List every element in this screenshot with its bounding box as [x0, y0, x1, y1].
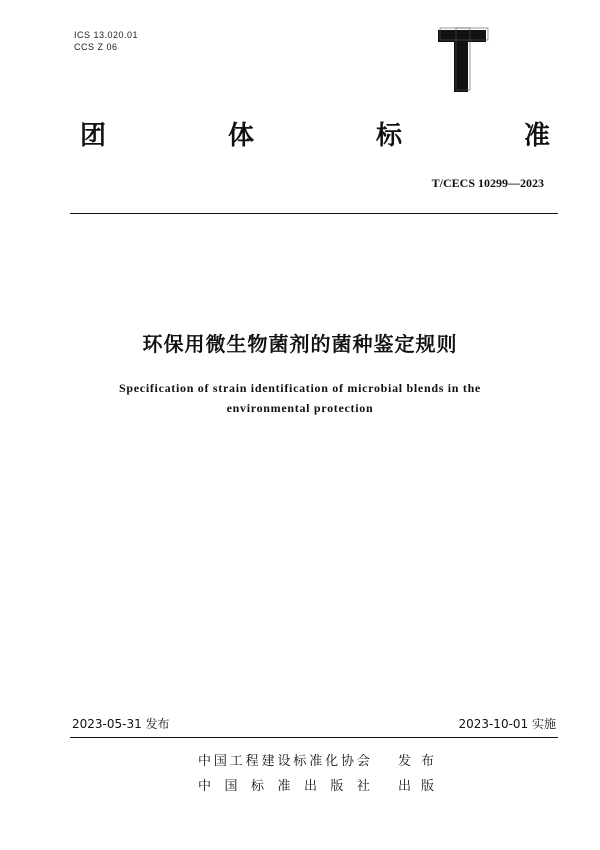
press-char: 国 — [224, 779, 238, 794]
chinese-title: 环保用微生物菌剂的菌种鉴定规则 — [142, 332, 458, 356]
press-char: 中 — [198, 779, 212, 794]
publisher-char: 国 — [213, 754, 227, 769]
press-role — [398, 775, 434, 794]
publisher-name — [198, 750, 370, 769]
press-char: 准 — [277, 779, 291, 794]
press-char: 标 — [250, 779, 264, 794]
implementation-date: 2023-10-01 实施 — [458, 717, 556, 731]
publisher-char: 会 — [356, 754, 370, 769]
publisher-char: 建 — [261, 754, 275, 769]
publisher-char: 准 — [309, 754, 323, 769]
publisher-char: 化 — [325, 754, 339, 769]
press-role-char: 出 — [398, 779, 412, 794]
top-divider — [70, 213, 558, 214]
english-title-line-2: environmental protection — [226, 401, 374, 415]
standard-type-char: 标 — [375, 121, 402, 151]
press-char: 版 — [330, 779, 344, 794]
press-name — [198, 775, 370, 794]
issue-date: 2023-05-31 发布 — [72, 717, 170, 731]
english-title-line-1: Specification of strain identification of microbial blends in the — [119, 381, 481, 395]
publisher-char: 标 — [293, 754, 307, 769]
press-role-char: 版 — [420, 779, 434, 794]
publisher-role-char: 发 — [398, 754, 412, 769]
standard-type-char: 准 — [523, 121, 550, 151]
publisher-char: 协 — [341, 754, 355, 769]
press-char: 社 — [356, 779, 370, 794]
standard-t-logo — [436, 26, 490, 94]
standard-type-char: 体 — [227, 121, 254, 151]
bottom-divider — [70, 737, 558, 738]
publisher-role-char: 布 — [420, 754, 434, 769]
publisher-char: 工 — [229, 754, 243, 769]
press-char: 出 — [303, 779, 317, 794]
publisher-char: 程 — [245, 754, 259, 769]
standard-type-char: 团 — [80, 121, 107, 151]
publisher-char: 中 — [198, 754, 212, 769]
publisher-role — [398, 750, 434, 769]
standard-number: T/CECS 10299—2023 — [431, 176, 544, 190]
ccs-code: CCS Z 06 — [74, 42, 118, 52]
publisher-char: 设 — [277, 754, 291, 769]
standard-type-heading — [80, 116, 550, 156]
ics-code: ICS 13.020.01 — [74, 30, 139, 40]
